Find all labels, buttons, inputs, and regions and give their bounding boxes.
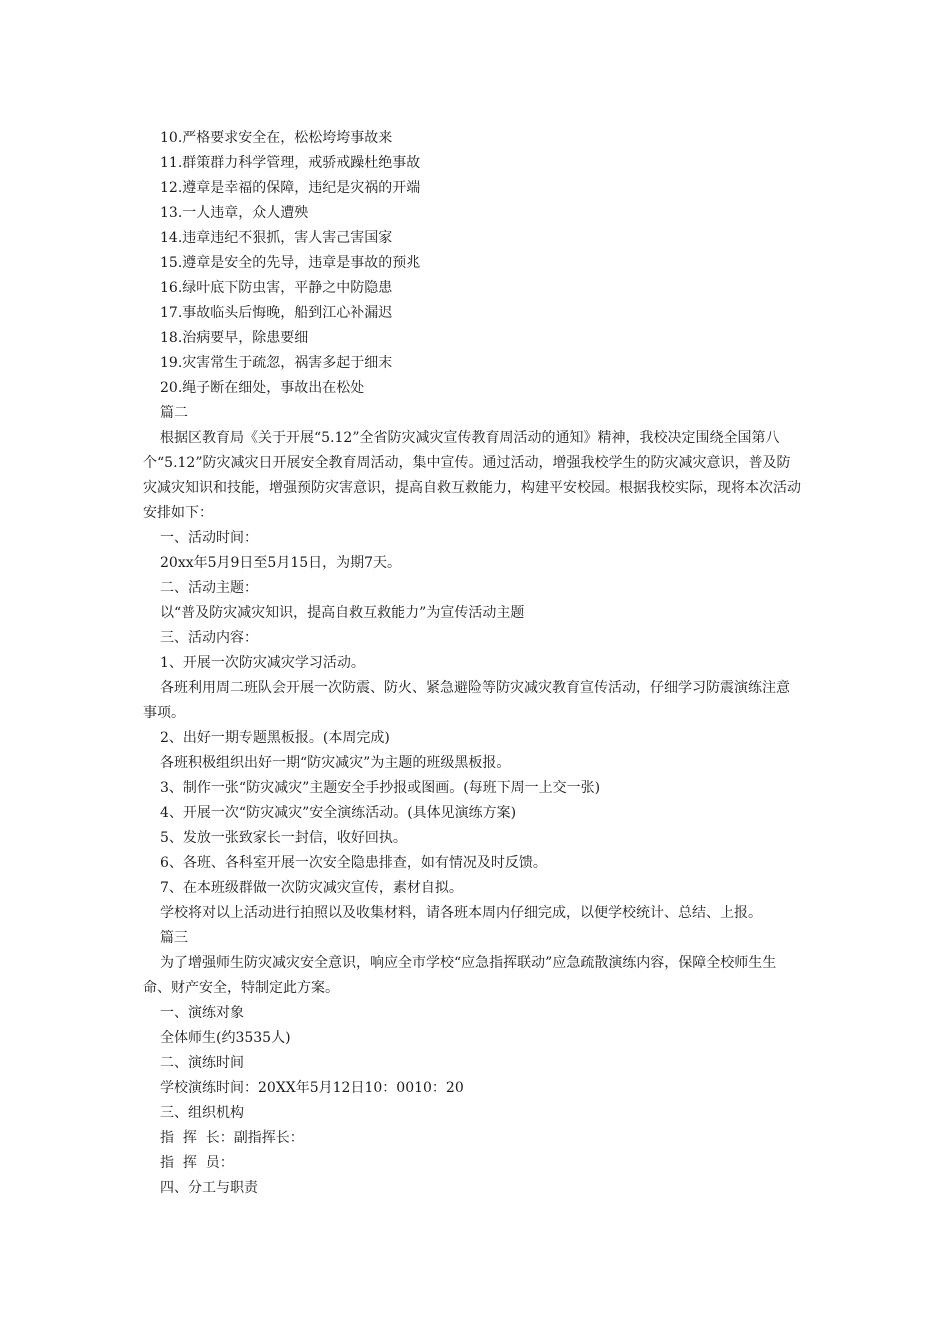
list-item: 4、开展一次“防灾减灾”安全演练活动。(具体见演练方案) — [160, 805, 517, 821]
paragraph: 各班利用周二班队会开展一次防震、防火、紧急避险等防灾减灾教育宣传活动，仔细学习防震演练注意事项。 — [143, 680, 790, 721]
list-item: 7、在本班级群做一次防灾减灾宣传，素材自拟。 — [160, 880, 463, 896]
paragraph: 全体师生(约3535人) — [160, 1030, 291, 1046]
list-item: 1、开展一次防灾减灾学习活动。 — [160, 655, 365, 671]
list-item: 15.遵章是安全的先导，违章是事故的预兆 — [160, 255, 421, 271]
list-item: 2、出好一期专题黑板报。(本周完成) — [160, 730, 390, 746]
subheading: 三、活动内容： — [160, 630, 258, 646]
subheading: 一、演练对象 — [160, 1005, 244, 1021]
list-item: 18.治病要早，除患要细 — [160, 330, 309, 346]
list-item: 3、制作一张“防灾减灾”主题安全手抄报或图画。(每班下周一上交一张) — [160, 780, 601, 796]
paragraph: 学校将对以上活动进行拍照以及收集材料，请各班本周内仔细完成，以便学校统计、总结、上报。 — [160, 905, 762, 921]
list-item: 6、各班、各科室开展一次安全隐患排查，如有情况及时反馈。 — [160, 855, 547, 871]
paragraph: 指 挥 长：副指挥长： — [160, 1130, 304, 1146]
list-item: 10.严格要求安全在，松松垮垮事故来 — [160, 130, 393, 146]
list-item: 12.遵章是幸福的保障，违纪是灾祸的开端 — [160, 180, 421, 196]
list-item: 5、发放一张致家长一封信，收好回执。 — [160, 830, 407, 846]
section-heading: 篇二 — [160, 405, 188, 421]
list-item: 11.群策群力科学管理，戒骄戒躁杜绝事故 — [160, 155, 421, 171]
section-heading: 篇三 — [160, 930, 188, 946]
subheading: 一、活动时间： — [160, 530, 258, 546]
subheading: 二、演练时间 — [160, 1055, 244, 1071]
document-body — [143, 126, 803, 1201]
paragraph: 根据区教育局《关于开展“5.12”全省防灾减灾宣传教育周活动的通知》精神，我校决定围绕全国第八个“5.12”防灾减灾日开展安全教育周活动，集中宣传。通过活动，增强我校学生的防灾减灾意识，普及防灾减灾知识和技能，增强预防灾害意识，提高自救互救能力，构建平安校园。根据我校实际，现将本次活动安排如下： — [143, 430, 801, 521]
paragraph: 为了增强师生防灾减灾安全意识，响应全市学校“应急指挥联动”应急疏散演练内容，保障全校师生生命、财产安全，特制定此方案。 — [143, 955, 777, 996]
subheading: 三、组织机构 — [160, 1105, 244, 1121]
paragraph: 20xx年5月9日至5月15日，为期7天。 — [160, 555, 402, 571]
subheading: 二、活动主题： — [160, 580, 258, 596]
list-item: 17.事故临头后悔晚，船到江心补漏迟 — [160, 305, 393, 321]
list-item: 16.绿叶底下防虫害，平静之中防隐患 — [160, 280, 393, 296]
paragraph: 以“普及防灾减灾知识，提高自救互救能力”为宣传活动主题 — [160, 605, 525, 621]
subheading: 四、分工与职责 — [160, 1180, 258, 1196]
list-item: 13.一人违章，众人遭殃 — [160, 205, 309, 221]
list-item: 14.违章违纪不狠抓，害人害己害国家 — [160, 230, 393, 246]
paragraph: 指 挥 员： — [160, 1155, 234, 1171]
list-item: 20.绳子断在细处，事故出在松处 — [160, 380, 365, 396]
paragraph: 学校演练时间：20XX年5月12日10：0010：20 — [160, 1080, 464, 1096]
paragraph: 各班积极组织出好一期“防灾减灾”为主题的班级黑板报。 — [160, 755, 511, 771]
list-item: 19.灾害常生于疏忽，祸害多起于细末 — [160, 355, 393, 371]
